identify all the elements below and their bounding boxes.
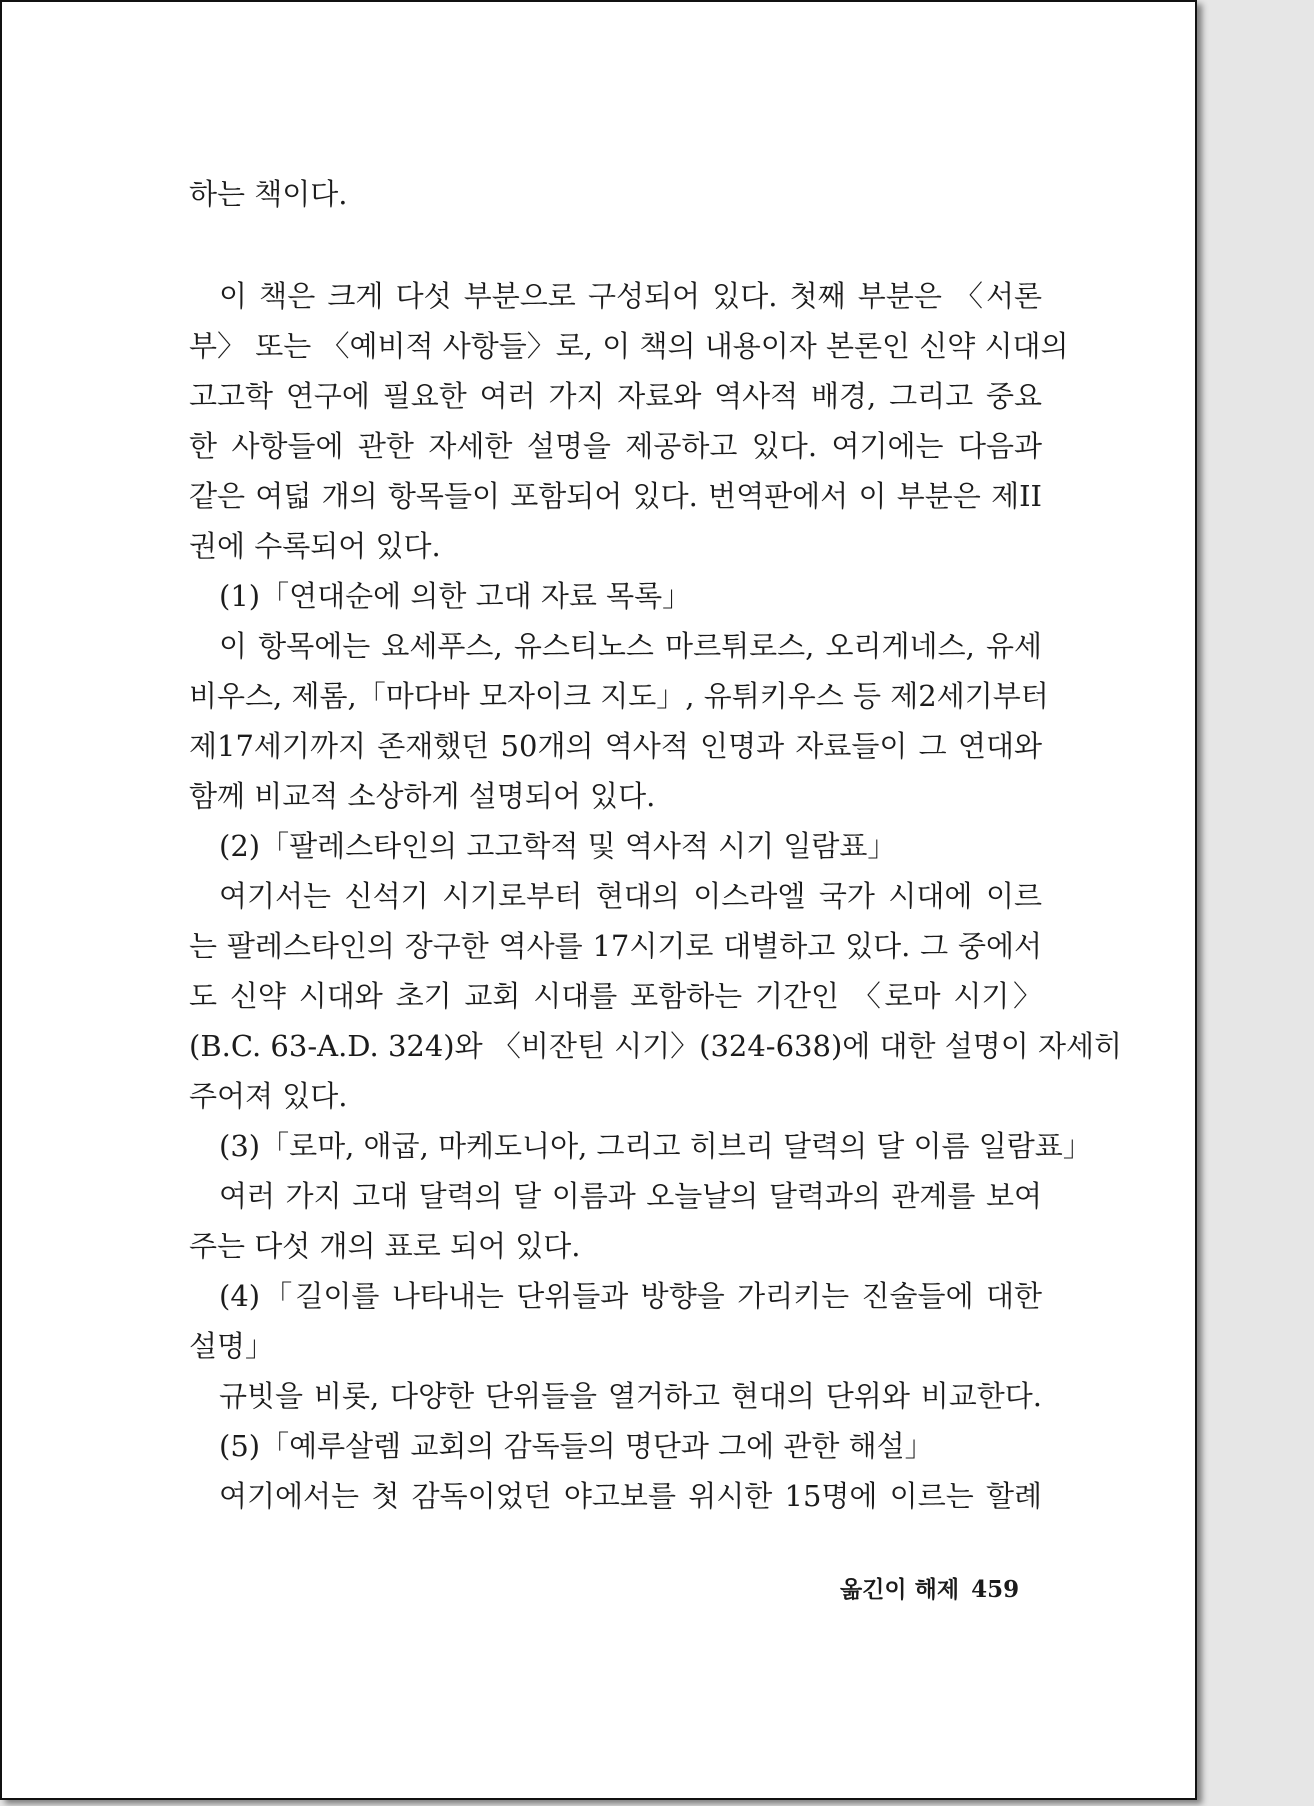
item-heading: (5)「예루살렘 교회의 감독들의 명단과 그에 관한 해설」 xyxy=(219,1429,934,1463)
text-line: 한 사항들에 관한 자세한 설명을 제공하고 있다. 여기에는 다음과 xyxy=(189,429,1042,463)
item-heading: (3)「로마, 애굽, 마케도니아, 그리고 히브리 달력의 달 이름 일람표」 xyxy=(219,1129,1092,1163)
item-heading: (1)「연대순에 의한 고대 자료 목록」 xyxy=(219,579,692,613)
paragraph-first-line: 여기에서는 첫 감독이었던 야고보를 위시한 15명에 이르는 할례 xyxy=(219,1479,1042,1513)
text-line: 주는 다섯 개의 표로 되어 있다. xyxy=(189,1229,581,1263)
paragraph-first-line: 여기서는 신석기 시기로부터 현대의 이스라엘 국가 시대에 이르 xyxy=(219,879,1042,913)
text-line: 함께 비교적 소상하게 설명되어 있다. xyxy=(189,779,656,813)
text-line: (B.C. 63-A.D. 324)와 〈비잔틴 시기〉(324-638)에 대한 설명이 자세히 xyxy=(189,1029,1123,1063)
page-number: 459 xyxy=(971,1576,1020,1603)
text-line: 고고학 연구에 필요한 여러 가지 자료와 역사적 배경, 그리고 중요 xyxy=(189,379,1042,413)
text-line: 제17세기까지 존재했던 50개의 역사적 인명과 자료들이 그 연대와 xyxy=(189,729,1042,763)
text-line: 부〉 또는 〈예비적 사항들〉로, 이 책의 내용이자 본론인 신약 시대의 xyxy=(189,329,1069,363)
running-head: 옮긴이 해제 xyxy=(840,1577,960,1603)
paragraph-first-line: 여러 가지 고대 달력의 달 이름과 오늘날의 달력과의 관계를 보여 xyxy=(219,1179,1042,1213)
paragraph-first-line: 이 항목에는 요세푸스, 유스티노스 마르튀로스, 오리게네스, 유세 xyxy=(219,629,1042,663)
paragraph-first-line: 이 책은 크게 다섯 부분으로 구성되어 있다. 첫째 부분은 〈서론 xyxy=(219,279,1042,313)
paragraph-first-line: 규빗을 비롯, 다양한 단위들을 열거하고 현대의 단위와 비교한다. xyxy=(219,1379,1042,1413)
text-line: 주어져 있다. xyxy=(189,1079,348,1113)
text-line: 는 팔레스타인의 장구한 역사를 17시기로 대별하고 있다. 그 중에서 xyxy=(189,929,1042,963)
text-line: 같은 여덟 개의 항목들이 포함되어 있다. 번역판에서 이 부분은 제II xyxy=(189,479,1042,513)
text-line: 하는 책이다. xyxy=(189,177,348,211)
text-line: 권에 수록되어 있다. xyxy=(189,529,441,563)
text-line: 비우스, 제롬,「마다바 모자이크 지도」, 유튀키우스 등 제2세기부터 xyxy=(189,679,1049,713)
page-footer xyxy=(840,1570,1019,1610)
item-heading: (2)「팔레스타인의 고고학적 및 역사적 시기 일람표」 xyxy=(219,829,897,863)
item-heading: (4)「길이를 나타내는 단위들과 방향을 가리키는 진술들에 대한 xyxy=(219,1279,1042,1313)
text-line: 도 신약 시대와 초기 교회 시대를 포함하는 기간인 〈로마 시기〉 xyxy=(189,979,1042,1013)
item-heading-continued: 설명」 xyxy=(189,1329,275,1363)
